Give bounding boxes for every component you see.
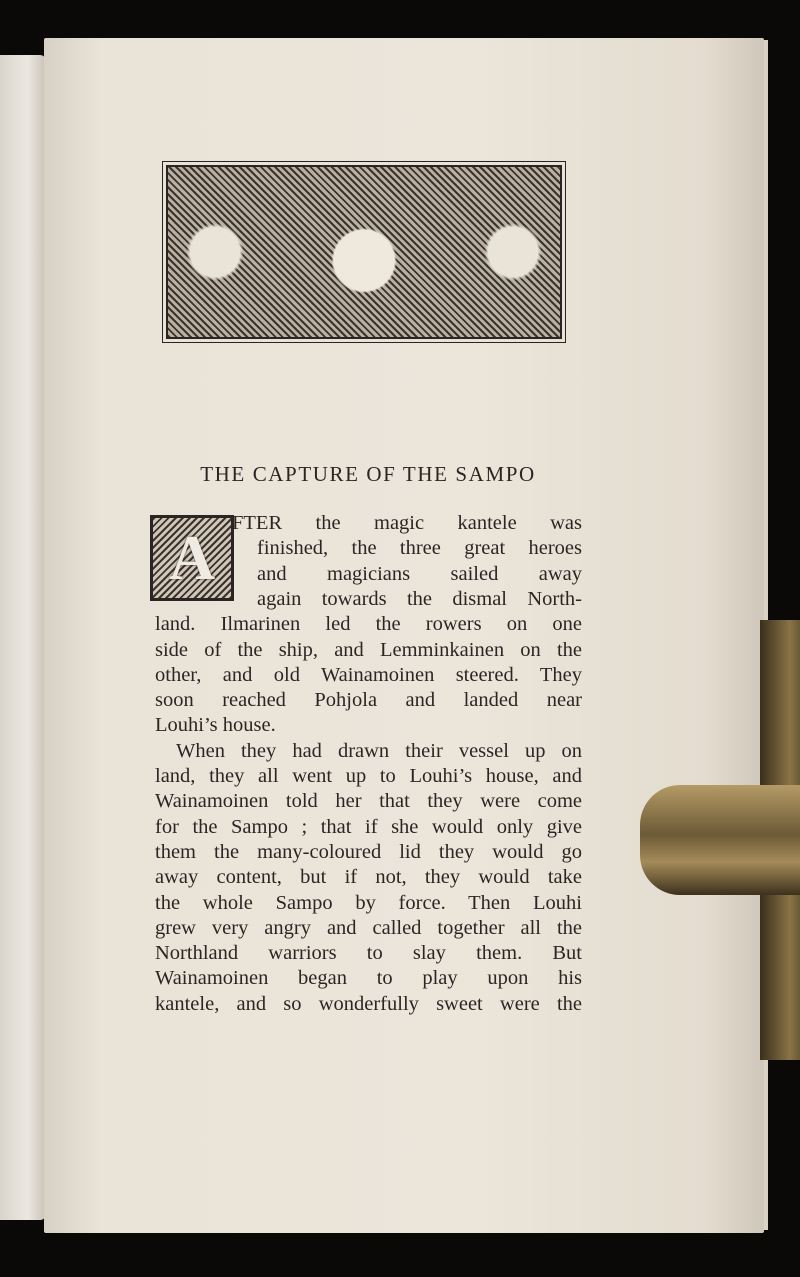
text-line: finished, the three great heroes (257, 537, 582, 560)
text-line: Louhi’s house. (155, 714, 276, 737)
text-line: away content, but if not, they would take (155, 866, 582, 889)
text-line: land, they all went up to Louhi’s house, and (155, 765, 582, 787)
chapter-title: THE CAPTURE OF THE SAMPO (200, 462, 536, 486)
drop-cap-letter: A (168, 522, 216, 593)
text-line: When they had drawn their vessel up on (176, 739, 582, 762)
text-line: for the Sampo ; that if she would only give (155, 815, 582, 838)
text-line: other, and old Wainamoinen steered. They (155, 663, 582, 686)
text-line: and magicians sailed away (257, 562, 582, 585)
text-line: grew very angry and called together all the (155, 916, 582, 939)
headpiece-ornament (166, 165, 562, 339)
text-line: again towards the dismal North- (257, 587, 582, 610)
text-line: Northland warriors to slay them. But (155, 942, 582, 965)
text-line: FTER the magic kantele was (232, 512, 582, 534)
left-page (0, 55, 46, 1220)
text-line: them the many-coloured lid they would go (155, 840, 582, 863)
text-line: the whole Sampo by force. Then Louhi (155, 891, 582, 914)
text-line: land. Ilmarinen led the rowers on one (155, 613, 582, 636)
text-line: Wainamoinen began to play upon his (155, 967, 582, 990)
text-line: Wainamoinen told her that they were come (155, 790, 582, 813)
text-line: kantele, and so wonderfully sweet were the (155, 992, 582, 1015)
text-line: side of the ship, and Lemminkainen on the (155, 638, 582, 661)
gold-page-holder (640, 620, 800, 1060)
drop-cap (150, 515, 234, 601)
text-line: soon reached Pohjola and landed near (155, 689, 582, 712)
